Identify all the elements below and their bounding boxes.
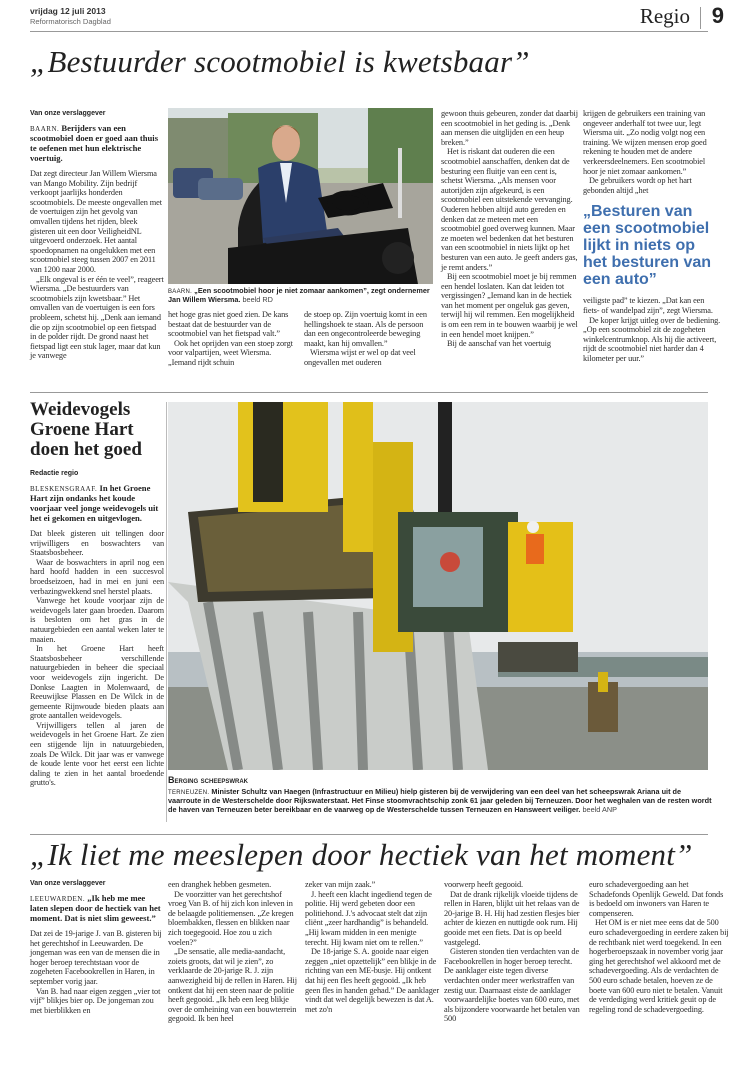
- article1-column-3: [304, 310, 434, 368]
- article3-column-5: [589, 880, 729, 1014]
- caption-text: „Een scootmobiel hoor je niet zomaar aankomen”, zegt ondernemer Jan Willem Wiersma.: [168, 286, 430, 304]
- article2-left-column: [30, 400, 164, 788]
- article1-column-5: [583, 109, 721, 195]
- article2-photo-caption: [168, 787, 713, 814]
- section-name: Regio: [639, 4, 690, 28]
- paragraph: Wiersma wijst er wel op dat veel ongevallen met ouderen: [304, 348, 416, 367]
- article2-headline: Weidevogels Groene Hart doen het goed: [30, 399, 142, 460]
- paragraph: veiligste pad” te kiezen. „Dat kan een fiets- of wandelpad zijn”, zegt Wiersma.: [583, 296, 713, 315]
- article1-left-column: [30, 110, 164, 361]
- article3-column-4: [444, 880, 583, 1024]
- issue-date: vrijdag 12 juli 2013: [30, 6, 106, 16]
- column-divider: [166, 402, 167, 822]
- caption-text: Minister Schultz van Haegen (Infrastructuur en Milieu) hielp gisteren bij de verwijdering van een deel van het scheepswrak Ariana uit de vaarroute in de Westerschelde door Rijkswaterstaat. Het Finse stoomvrachtschip zonk 61 jaar geleden bij Terneuzen. Door het weghalen van de resten wordt de haven van Terneuzen beter bereikbaar en de vaarweg op de Westerschelde tussen Terneuzen en Hansweert veiliger.: [168, 787, 712, 814]
- header-rule: [30, 31, 708, 32]
- paragraph: Bij een scootmobiel moet je bij remmen een hendel loslaten. Kan dat leiden tot vergissingen? „Iemand kan in de hectiek van het moment per ongeluk gas geven, terwijl hij wil remmen. Een mogelijkheid is om een rem in te bouwen waarbij je wel in een hendel moet knijpen.”: [441, 272, 578, 339]
- paragraph: Dat zegt directeur Jan Willem Wiersma van Mango Mobility. Zijn bedrijf verkoopt jaarlijks honderden scootmobiels. De meeste ongevallen met de voertuigen zijn het gevolg van omvallen tijdens het rijden, bleek gisteren uit een door VeiligheidNL uitgevoerd onderzoek. Het aantal spoedopnamen na ongelukken met een scootmobiel steeg tussen 2007 en 2011 van 1200 naar 2000.: [30, 169, 162, 274]
- dateline: BLESKENSGRAAF.: [30, 485, 98, 493]
- paragraph: „Elk ongeval is er één te veel”, reageert Wiersma. „De bestuurders van scootmobiels zijn kwetsbaar.” Het omvallen van de voertuigen is een fors probleem, schetst hij. „Denk aan iemand die op zijn scootmobiel op een fietspad in de polder rijdt. De grond naast het fietspad ligt een stuk lager, maar dat kun je vanwege: [30, 274, 164, 361]
- article2-byline: Redactie regio: [30, 470, 79, 477]
- article1-byline: Van onze verslaggever: [30, 110, 106, 117]
- article3-byline: Van onze verslaggever: [30, 880, 106, 887]
- lead-text: In het Groene Hart zijn ondanks het koude voorjaar veel jonge weidevogels uit het ei gekomen en uitgevlogen.: [30, 483, 159, 523]
- article1-column-2: [168, 310, 298, 368]
- paragraph: Bij de aanschaf van het voertuig: [447, 339, 551, 349]
- paragraph: zeker van mijn zaak.”: [305, 880, 376, 889]
- article3-headline: „Ik liet me meeslepen door hectiek van het moment”: [30, 837, 693, 872]
- paragraph: Dat de drank rijkelijk vloeide tijdens de rellen in Haren, blijkt uit het relaas van de 20-jarige B. H. Hij had zestien flesjes bier achter de kiezen en nuttigde ook rum. Hij gooide met een fiets. Dat is op beeld vastgelegd.: [444, 889, 580, 947]
- photo-caption-title: Berging scheepswrak: [168, 775, 249, 785]
- section-rule: [30, 834, 708, 835]
- section-rule: [30, 392, 708, 393]
- paragraph: het hoge gras niet goed zien. De kans bestaat dat de bestuurder van de scootmobiel van het fietspad valt.”: [168, 310, 289, 339]
- paragraph: In het Groene Hart heeft Staatsbosbeheer verschillende natuurgebieden in beheer die speciaal voor weidevogels zijn ingericht. De Donkse Laagten in Molenwaard, de Reeuwijkse Plassen en De Wilck in de gemeente Rijnwoude bieden plaats aan grote aantallen weidevogels.: [30, 644, 164, 721]
- article1-lead: [30, 123, 164, 163]
- article3-column-2: [168, 880, 300, 1024]
- paragraph: de stoep op. Zijn voertuig komt in een hellingshoek te staan. Als de persoon dan een ongecontroleerde beweging maakt, kan hij omvallen.”: [304, 310, 427, 348]
- paragraph: J. heeft een klacht ingediend tegen de politie. Hij werd gebeten door een politiehond. J.'s advocaat stelt dat zijn cliënt „zeer hardhandig” is behandeld. „Hij kwam midden in een menigte terecht. Hij kwam niet om te rellen.”: [305, 889, 432, 947]
- dateline: LEEUWARDEN.: [30, 895, 86, 903]
- scootmobiel-photo: [168, 108, 433, 284]
- paragraph: krijgen de gebruikers een training van ongeveer anderhalf tot twee uur, legt Wiersma uit. „Zo nodig volgt nog een training. We wijzen mensen erop goed rekening te houden met de andere verkeersdeelnemers. Een scootmobiel hoor je niet zomaar aankomen.”: [583, 109, 707, 176]
- article1-right-column: [583, 109, 721, 364]
- paragraph: Ook het oprijden van een stoep zorgt voor valpartijen, weet Wiersma. „Iemand rijdt schuin: [168, 338, 293, 367]
- caption-dateline: BAARN.: [168, 289, 193, 295]
- article1-column-4: [441, 109, 578, 349]
- article1-column-6: [583, 296, 721, 363]
- header-separator: [700, 7, 701, 29]
- photo-credit: beeld ANP: [582, 805, 617, 814]
- paragraph: De 18-jarige S. A. gooide naar eigen zeggen „niet opzettelijk” een blikje in de richting van een ME-busje. Hij ontkent dat hij een fles heeft gegooid. „Ik heb geen fles in handen gehad.” De aanklager vindt dat wel degelijk bewezen is dat A. met zo'n: [305, 947, 439, 1014]
- paragraph: Dat bleek gisteren uit tellingen door vrijwilligers en boswachters van Staatsbosbeheer.: [30, 529, 164, 558]
- publication-name: Reformatorisch Dagblad: [30, 17, 111, 26]
- paragraph: Waar de boswachters in april nog een hard hoofd hadden in een succesvol broedseizoen, had in mei en juni een verbazingwekkend snel herstel plaats.: [30, 557, 164, 596]
- photo-credit: beeld RD: [242, 295, 273, 304]
- article3-left-column: [30, 880, 164, 1015]
- shipwreck-salvage-photo: [168, 402, 708, 770]
- lead-text: „Ik heb me mee laten slepen door de hectiek van het moment. Dat is niet slim geweest.”: [30, 893, 161, 923]
- article3-lead: [30, 893, 164, 923]
- paragraph: Vrijwilligers tellen al jaren de weidevogels in het Groene Hart. Ze zien een stijgende lijn in natuurgebieden, zoals De Wilck. Dit jaar was er vanwege de koude lente voor het eerst een lichte daling te zien in het aantal broedende grutto's.: [30, 720, 164, 788]
- paragraph: De koper krijgt uitleg over de bediening. „Op een scootmobiel zit de zogeheten winkelcentrumknop. Als hij die activeert, rijdt de scootmobiel niet harder dan 4 kilometer per uur.”: [583, 315, 721, 363]
- article3-column-1: [30, 929, 164, 1015]
- paragraph: Vanwege het koude voorjaar zijn de weidevogels later gaan broeden. Daarom is besloten om het gras in de natuurgebieden een aantal weken later te maaien.: [30, 596, 164, 644]
- article1-photo-caption: [168, 286, 436, 304]
- paragraph: „De sensatie, alle media-aandacht, zoiets groots, dat wil je zien”, zo verklaarde de 20-jarige R. J. zijn aanwezigheid bij de rellen in Haren. Hij ontkent dat hij een steen naar de politie heeft gegooid. „Ik heb een leeg blikje over de omheining van een bouwterrein gegooid. Ik ben heel: [168, 947, 297, 1024]
- paragraph: euro schadevergoeding aan het Schadefonds Openlijk Geweld. Dat fonds is bedoeld om inwoners van Haren te compenseren.: [589, 880, 724, 918]
- paragraph: De voorzitter van het gerechtshof vroeg Van B. of hij zich kon inleven in de belaagde politiemensen. „Ze kregen bloembakken, flessen en blikken naar zich toegegooid. Hoe zou u zich voelen?”: [168, 889, 294, 947]
- lead-text: Berijders van een scootmobiel doen er goed aan thuis te oefenen met hun elektrische voertuig.: [30, 123, 159, 163]
- paragraph: Dat zei de 19-jarige J. van B. gisteren bij het gerechtshof in Leeuwarden. De jongeman was een van de mensen die in hoger beroep terechtstaan voor de zogeheten Facebookrellen in Haren, in september vorig jaar.: [30, 929, 162, 986]
- article1-column-1: [30, 169, 164, 361]
- paragraph: gewoon thuis gebeuren, zonder dat daarbij een scootmobiel in het geding is. „Denk aan mensen die uitglijden en een heup breken.”: [441, 109, 578, 147]
- article1-headline: „Bestuurder scootmobiel is kwetsbaar”: [30, 44, 530, 79]
- paragraph: Het OM is er niet mee eens dat de 500 euro schadevergoeding in eerdere zaken bij de rechtbank niet werd toegekend. In een hogerberoepszaak in november vorig jaar ging het gerechtshof wel akkoord met de schadevergoeding. Als de verdachten de 500 euro schade betalen, hoeven ze de boete van 600 euro niet te betalen. Vanuit de verdediging werd kritiek geuit op de regeling rond de schadevergoeding.: [589, 918, 729, 1014]
- article3-column-3: [305, 880, 439, 1014]
- paragraph: Gisteren stonden tien verdachten van de Facebookrellen in hoger beroep terecht. De aanklager eiste tegen diverse verdachten onder meer werkstraffen van zestig uur. Daarnaast eiste de aanklager voorwaardelijke boetes van 600 euro, met als bijzondere voorwaarde het betalen van 500: [444, 947, 580, 1024]
- caption-dateline: TERNEUZEN.: [168, 790, 210, 796]
- paragraph: De gebruikers wordt op het hart gebonden altijd „het: [583, 176, 692, 195]
- paragraph: Van B. had naar eigen zeggen „vier tot vijf” blikjes bier op. De jongeman zou met bierblikken en: [30, 986, 161, 1015]
- paragraph: Het is riskant dat ouderen die een scootmobiel aanschaffen, denken dat de besturing een fluitje van een cent is, schetst Wiersma. „Als mensen voor autorijden zijn afgekeurd, is een scootmobiel een uitstekende vervanging. Ouderen hebben altijd auto gereden en denken dat ze meteen met een scootmobiel goed overweg kunnen. Maar ze moeten wel bedenken dat het besturen van een scootmobiel in niets lijkt op het besturen van een auto. Je geeft anders gas, je remt anders.”: [441, 147, 578, 272]
- paragraph: voorwerp heeft gegooid.: [444, 880, 524, 889]
- dateline: BAARN.: [30, 125, 60, 133]
- paragraph: een dranghek hebben gesmeten.: [168, 880, 272, 889]
- article2-column-1: [30, 529, 164, 788]
- article2-lead: [30, 483, 164, 523]
- pull-quote: „Besturen van een scootmobiel lijkt in niets op het besturen van een auto”: [583, 203, 712, 289]
- page-number: 9: [711, 3, 724, 28]
